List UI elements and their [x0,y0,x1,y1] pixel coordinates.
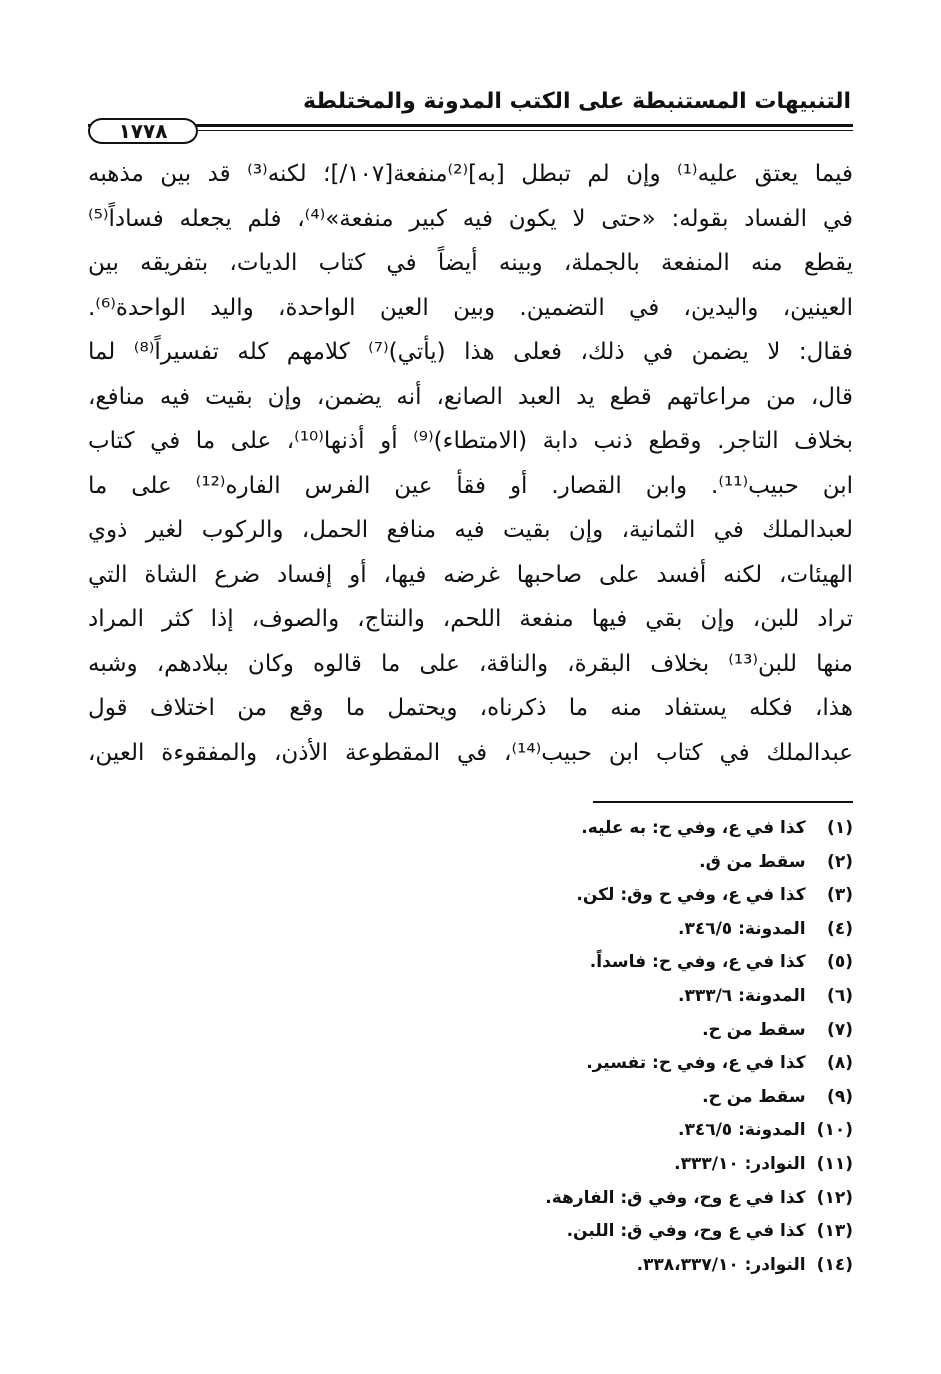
footnote [300,1148,853,1182]
main-text [88,152,853,775]
footnote [300,946,853,980]
footnote-text: المدونة: ٣٤٦/٥. [678,918,806,939]
footnote [300,1081,853,1115]
page-number: ١٧٧٨ [88,118,198,144]
footnote [300,1249,853,1283]
header-rule-thick [88,124,853,127]
footnote-text: النوادر: ٣٣٨،٣٣٧/١٠. [636,1254,806,1275]
footnote-text: النوادر: ٣٣٣/١٠. [674,1153,806,1174]
footnote-number: (١) [827,818,853,838]
footnote-number: (٤) [827,918,853,939]
footnote-number: (١٢) [816,1187,853,1208]
footnote [300,913,853,947]
footnote-text: كذا في ع، وفي ح: فاسداً. [589,952,806,973]
footnote-text: كذا في ع، وفي ح: به عليه. [581,818,806,838]
footnote-number: (٧) [827,1019,853,1040]
footnote [300,1047,853,1081]
text-line: فيما يعتق عليه⁽¹⁾ وإن لم تبطل [به]⁽²⁾منفعة[١٠٧/]؛ لكنه⁽³⁾ قد بين مذهبه [88,161,853,187]
text-line: تراد للبن، وإن بقي فيها منفعة اللحم، والنتاج، والصوف، إذا كثر المراد [88,606,853,632]
text-line: الهيئات، لكنه أفسد على صاحبها غرضه فيها، أو إفساد ضرع الشاة التي [88,561,853,588]
text-line: قال، من مراعاتهم قطع يد العبد الصانع، أنه يضمن، وإن بقيت فيه منافع، [88,383,853,410]
footnote-text: سقط من ق. [699,851,806,872]
footnote [300,1182,853,1216]
footnote [300,879,853,913]
footnote-number: (٨) [827,1053,853,1074]
footnote-number: (٥) [827,952,853,973]
footnote [300,1215,853,1249]
text-line: منها للبن⁽¹³⁾ بخلاف البقرة، والناقة، على ما قالوه وكان ببلادهم، وشبه [88,650,853,677]
footnote [300,812,853,846]
text-line: هذا، فكله يستفاد منه ما ذكرناه، ويحتمل ما وقع من اختلاف قول [88,695,853,721]
footnote-number: (١٤) [816,1254,853,1275]
footnote-number: (٩) [827,1086,853,1107]
footnote-number: (١١) [816,1153,853,1174]
footnote-separator [593,801,853,803]
text-line: لعبدالملك في الثمانية، وإن بقيت فيه منافع الحمل، والركوب لغير ذوي [88,517,853,543]
footnote-number: (١٣) [816,1221,853,1242]
footnote-text: المدونة: ٣٤٦/٥. [678,1120,806,1141]
footnote [300,846,853,880]
footnote-text: كذا في ع وح، وفي ق: الفارهة. [545,1187,806,1208]
text-line: عبدالملك في كتاب ابن حبيب⁽¹⁴⁾، في المقطوعة الأذن، والمفقوءة العين، [88,739,853,766]
footnote-number: (٦) [827,985,853,1006]
footnote-number: (١٠) [816,1120,853,1141]
text-line: ابن حبيب⁽¹¹⁾. وابن القصار. أو فقأ عين الفرس الفاره⁽¹²⁾ على ما [88,472,853,499]
footnote-text: كذا في ع وح، وفي ق: اللبن. [566,1221,806,1242]
text-line: يقطع منه المنفعة بالجملة، وبينه أيضاً في كتاب الديات، بتفريقه بين [88,250,853,276]
text-line: بخلاف التاجر. وقطع ذنب دابة (الامتطاء)⁽⁹⁾ أو أذنها⁽¹⁰⁾، على ما في كتاب [88,428,853,454]
footnote-text: سقط من ح. [702,1086,806,1107]
text-line: فقال: لا يضمن في ذلك، فعلى هذا (يأتي)⁽⁷⁾ كلامهم كله تفسيراً⁽⁸⁾ لما [88,339,853,365]
running-header-title: التنبيهات المستنبطة على الكتب المدونة والمختلطة [302,89,851,114]
footnote [300,1014,853,1048]
footnote-text: سقط من ح. [702,1019,806,1040]
footnotes [300,812,853,1282]
footnote [300,980,853,1014]
footnote [300,1114,853,1148]
header-rule-thin [88,130,853,131]
footnote-number: (٢) [827,851,853,872]
footnote-text: المدونة: ٣٣٣/٦. [678,985,806,1006]
footnote-text: كذا في ع، وفي ح وق: لكن. [576,885,806,906]
footnote-number: (٣) [827,885,853,906]
text-line: في الفساد بقوله: «حتى لا يكون فيه كبير منفعة»⁽⁴⁾، فلم يجعله فساداً⁽⁵⁾ [88,205,853,232]
text-line: العينين، واليدين، في التضمين. وبين العين الواحدة، واليد الواحدة⁽⁶⁾. [88,294,853,321]
footnote-text: كذا في ع، وفي ح: تفسير. [586,1053,806,1074]
